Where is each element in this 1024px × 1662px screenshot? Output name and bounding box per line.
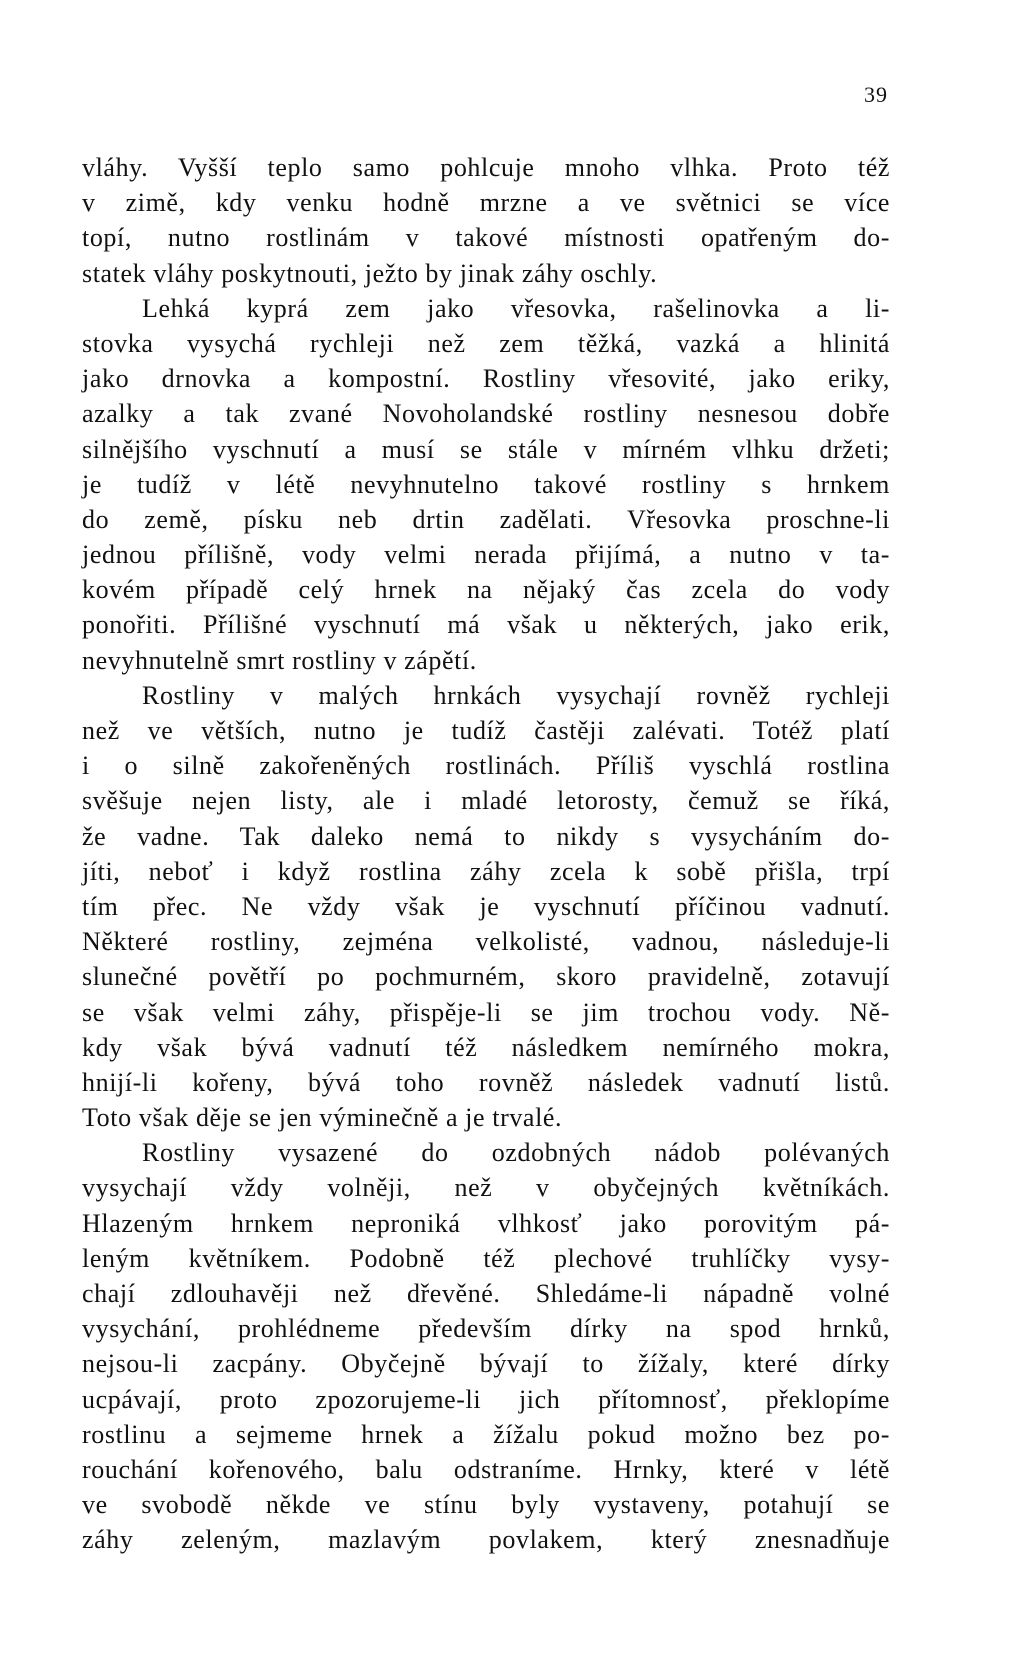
text-line: rouchání kořenového, balu odstraníme. Hrnky, které v létě (82, 1454, 890, 1484)
text-line: Některé rostliny, zejména velkolisté, vadnou, následuje-li (82, 927, 890, 957)
text-line: Rostliny vysazené do ozdobných nádob polévaných (142, 1138, 890, 1168)
text-line: chají zdlouhavěji než dřevěné. Shledáme-li nápadně volné (82, 1279, 890, 1308)
text-line: jako drnovka a kompostní. Rostliny vřesovité, jako eriky, (82, 364, 890, 394)
text-line: azalky a tak zvané Novoholandské rostliny nesnesou dobře (82, 399, 890, 429)
text-line: se však velmi záhy, přispěje-li se jim trochou vody. Ně- (82, 997, 890, 1027)
page-number: 39 (864, 82, 888, 107)
text-line: silnějšího vyschnutí a musí se stále v mírném vlhku držeti; (82, 434, 890, 464)
text-line: Hlazeným hrnkem neproniká vlhkosť jako porovitým pá- (82, 1208, 890, 1238)
text-line: jíti, neboť i když rostlina záhy zcela k sobě přišla, trpí (82, 856, 890, 886)
text-line: jednou přílišně, vody velmi nerada přijímá, a nutno v ta- (82, 540, 890, 570)
text-line: tím přec. Ne vždy však je vyschnutí příčinou vadnutí. (82, 891, 890, 921)
text-line: nevyhnutelně smrt rostliny v zápětí. (82, 645, 477, 675)
text-line: v zimě, kdy venku hodně mrzne a ve světnici se více (82, 188, 890, 218)
text-line: záhy zeleným, mazlavým povlakem, který znesnadňuje (82, 1525, 890, 1555)
text-line: Lehká kyprá zem jako vřesovka, rašelinovka a li- (142, 293, 890, 323)
text-line: topí, nutno rostlinám v takové místnosti opatřeným do- (82, 223, 890, 253)
text-line: ponořiti. Přílišné vyschnutí má však u některých, jako erik, (82, 610, 890, 640)
body-text (82, 150, 890, 1558)
text-line: do země, písku neb drtin zadělati. Vřesovka proschne-li (82, 504, 890, 534)
text-line: i o silně zakořeněných rostlinách. Příliš vyschlá rostlina (82, 751, 890, 781)
text-line: je tudíž v létě nevyhnutelno takové rostliny s hrnkem (82, 469, 890, 499)
text-line: nejsou-li zacpány. Obyčejně bývají to žížaly, které dírky (82, 1349, 890, 1379)
text-line: svěšuje nejen listy, ale i mladé letorosty, čemuž se říká, (82, 786, 890, 816)
text-line: rostlinu a sejmeme hrnek a žížalu pokud možno bez po- (82, 1419, 890, 1449)
text-line: Rostliny v malých hrnkách vysychají rovněž rychleji (142, 680, 890, 710)
text-line: vysychání, prohlédneme především dírky na spod hrnků, (82, 1314, 890, 1344)
text-line: kovém případě celý hrnek na nějaký čas zcela do vody (82, 575, 890, 605)
text-line: vláhy. Vyšší teplo samo pohlcuje mnoho vlhka. Proto též (82, 153, 890, 182)
text-line: vysychají vždy volněji, než v obyčejných květníkách. (82, 1173, 890, 1203)
text-line: stovka vysychá rychleji než zem těžká, vazká a hlinitá (82, 328, 890, 358)
text-line: kdy však bývá vadnutí též následkem nemírného mokra, (82, 1032, 890, 1062)
text-line: hnijí-li kořeny, bývá toho rovněž následek vadnutí listů. (82, 1067, 890, 1097)
text-line: Toto však děje se jen výminečně a je trvalé. (82, 1103, 563, 1133)
text-line: statek vláhy poskytnouti, ježto by jinak záhy oschly. (82, 258, 658, 288)
text-line: slunečné povětří po pochmurném, skoro pravidelně, zotavují (82, 962, 890, 992)
text-line: leným květníkem. Podobně též plechové truhlíčky vysy- (82, 1243, 890, 1273)
text-line: než ve větších, nutno je tudíž častěji zalévati. Totéž platí (82, 716, 890, 745)
text-line: ve svobodě někde ve stínu byly vystaveny, potahují se (82, 1490, 890, 1520)
text-line: ucpávají, proto zpozorujeme-li jich přítomnosť, překlopíme (82, 1384, 890, 1414)
text-line: že vadne. Tak daleko nemá to nikdy s vysycháním do- (82, 821, 890, 851)
